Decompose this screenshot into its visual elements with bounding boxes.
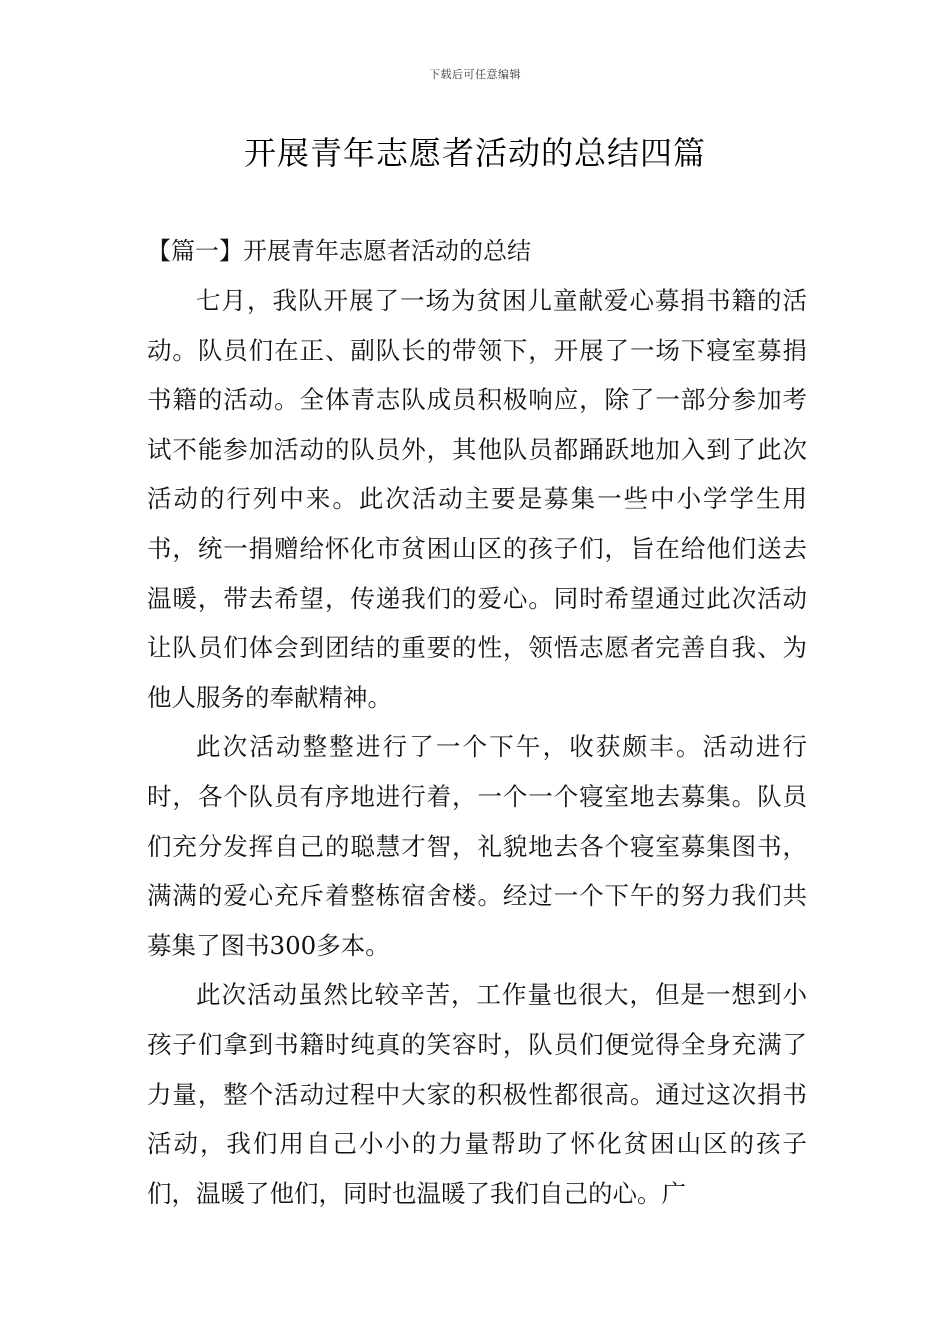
paragraph-3: 此次活动虽然比较辛苦，工作量也很大，但是一想到小孩子们拿到书籍时纯真的笑容时，队员们便觉得全身充满了力量，整个活动过程中大家的积极性都很高。通过这次捐书活动，我们用自己小小的力量帮助了怀化贫困山区的孩子们，温暖了他们，同时也温暖了我们自己的心。广 — [147, 980, 807, 1208]
section-heading: 【篇一】开展青年志愿者活动的总结 — [147, 237, 531, 265]
document-body — [147, 226, 807, 1218]
paragraph-2: 此次活动整整进行了一个下午，收获颇丰。活动进行时，各个队员有序地进行着，一个一个寝室地去募集。队员们充分发挥自己的聪慧才智，礼貌地去各个寝室募集图书，满满的爱心充斥着整栋宿舍楼。经过一个下午的努力我们共募集了图书300多本。 — [147, 732, 807, 960]
document-title: 开展青年志愿者活动的总结四篇 — [243, 134, 706, 172]
header-note: 下载后可任意编辑 — [429, 68, 521, 81]
paragraph-1: 七月，我队开展了一场为贫困儿童献爱心募捐书籍的活动。队员们在正、副队长的带领下，开展了一场下寝室募捐书籍的活动。全体青志队成员积极响应，除了一部分参加考试不能参加活动的队员外，其他队员都踊跃地加入到了此次活动的行列中来。此次活动主要是募集一些中小学学生用书，统一捐赠给怀化市贫困山区的孩子们，旨在给他们送去温暖，带去希望，传递我们的爱心。同时希望通过此次活动让队员们体会到团结的重要的性，领悟志愿者完善自我、为他人服务的奉献精神。 — [147, 286, 807, 712]
